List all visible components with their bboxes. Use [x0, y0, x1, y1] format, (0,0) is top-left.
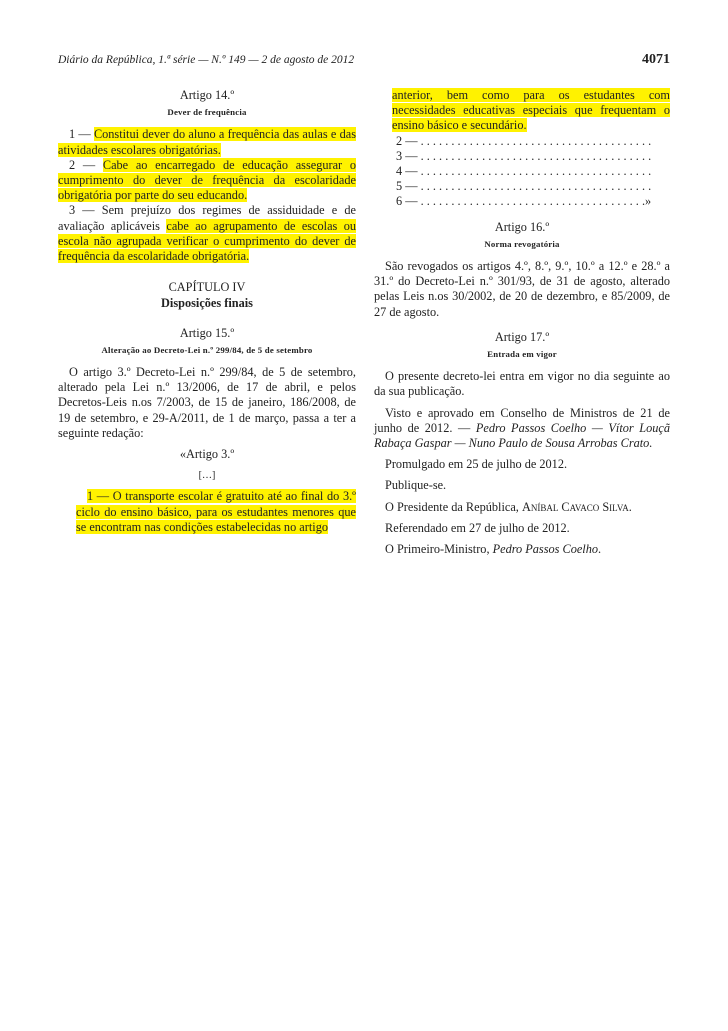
countersign-date: Referendado em 27 de julho de 2012. [385, 520, 570, 535]
president-name: Aníbal Cavaco Silva [521, 499, 629, 514]
highlighted-text: 1 — O transporte escolar é gratuito até ao final do 3.º ciclo do ensino básico, para os estudantes menores que se encontram nas condições estabelecidas no artigo [76, 489, 356, 534]
page-header [58, 52, 670, 72]
highlighted-text: anterior, bem como para os estudantes com necessidades educativas especiais que frequentam o ensino básico e secundário. [392, 88, 670, 133]
article-14-paragraph-1 [58, 127, 356, 157]
article-14-paragraph-2 [58, 158, 356, 204]
prime-minister-line: O Primeiro-Ministro, Pedro Passos Coelho. [385, 542, 602, 557]
article-16-subtitle: Norma revogatória [484, 238, 560, 249]
right-column [374, 88, 670, 557]
highlighted-text: Cabe ao encarregado de educação assegurar o cumprimento do dever de frequência da escolaridade obrigatória por parte do seu educando. [58, 157, 356, 203]
highlighted-text: cabe ao agrupamento de escolas ou escola não agrupada verificar o cumprimento do dever de frequência da escolaridade obrigatória. [58, 218, 357, 264]
article-14-title: Artigo 14.º [179, 88, 235, 102]
president-line: O Presidente da República, Aníbal Cavaco Silva. [385, 499, 632, 514]
highlighted-text: Constitui dever do aluno a frequência das aulas e das atividades escolares obrigatórias. [58, 127, 356, 157]
article-15-title: Artigo 15.º [179, 325, 235, 340]
approval-text: Visto e aprovado em Conselho de Ministros de 21 de junho de 2012. — [374, 405, 670, 435]
quoted-article-title: «Artigo 3.º [179, 447, 235, 462]
article-14-subtitle: Dever de frequência [167, 107, 247, 118]
approval-paragraph [374, 406, 670, 452]
quoted-item-3: 3 — . . . . . . . . . . . . . . . . . . . . . . . . . . . . . . . . . . . . . . [396, 148, 652, 163]
quoted-item-5: 5 — . . . . . . . . . . . . . . . . . . . . . . . . . . . . . . . . . . . . . . [396, 179, 652, 194]
signatories: Pedro Passos Coelho — Vítor Louçã Rabaça Gaspar — Nuno Paulo de Sousa Arrobas Crato. [374, 420, 670, 451]
paragraph-text: 3 — Sem prejuízo dos regimes de assiduidade e de avaliação aplicáveis [58, 203, 356, 233]
chapter-subtitle: Disposições finais [161, 296, 253, 311]
president-label: O Presidente da República, [385, 499, 522, 514]
article-14-paragraph-3 [58, 203, 356, 264]
article-16-paragraph: São revogados os artigos 4.º, 8.º, 9.º, 10.º a 12.º e 28.º a 31.º do Decreto-Lei n.º 301/93, de 31 de agosto, alterado pelas Leis n.os 30/2002, de 20 de dezembro, e 85/2009, de 27 de agosto. [374, 259, 670, 319]
left-column [58, 88, 356, 557]
article-17-paragraph: O presente decreto-lei entra em vigor no dia seguinte ao da sua publicação. [374, 369, 670, 399]
paragraph-number: 1 — [69, 127, 94, 142]
quoted-item-4: 4 — . . . . . . . . . . . . . . . . . . . . . . . . . . . . . . . . . . . . . . [396, 164, 652, 179]
article-17-subtitle: Entrada em vigor [487, 349, 557, 360]
two-column-body [58, 88, 670, 557]
prime-minister-label: O Primeiro-Ministro, [385, 542, 493, 557]
quoted-paragraph-1-continued [374, 88, 670, 134]
article-17-title: Artigo 17.º [494, 329, 550, 344]
article-16-title: Artigo 16.º [494, 219, 550, 234]
quoted-ellipsis: […] [198, 470, 216, 482]
prime-minister-name: Pedro Passos Coelho [492, 542, 599, 557]
quoted-paragraph-1 [58, 489, 356, 535]
quoted-item-2: 2 — . . . . . . . . . . . . . . . . . . . . . . . . . . . . . . . . . . . . . . [396, 133, 652, 148]
quoted-item-6: 6 — . . . . . . . . . . . . . . . . . . . . . . . . . . . . . . . . . . . . .» [396, 194, 652, 209]
promulgation-date: Promulgado em 25 de julho de 2012. [385, 457, 568, 472]
article-15-subtitle: Alteração ao Decreto-Lei n.º 299/84, de 5 de setembro [101, 344, 313, 355]
publication-order: Publique-se. [385, 478, 447, 493]
page-number: 4071 [642, 52, 670, 67]
chapter-title: CAPÍTULO IV [168, 280, 246, 295]
article-15-paragraph: O artigo 3.º Decreto-Lei n.º 299/84, de 5 de setembro, alterado pela Lei n.º 13/2006, de 17 de abril, e pelos Decretos-Leis n.os 7/2003, de 15 de janeiro, 186/2008, de 19 de setembro, e 29-A/2011, de 1 de março, passa a ter a seguinte redação: [58, 365, 356, 440]
paragraph-number: 2 — [69, 157, 103, 172]
journal-title: Diário da República, 1.ª série — N.º 149 — 2 de agosto de 2012 [58, 54, 355, 66]
